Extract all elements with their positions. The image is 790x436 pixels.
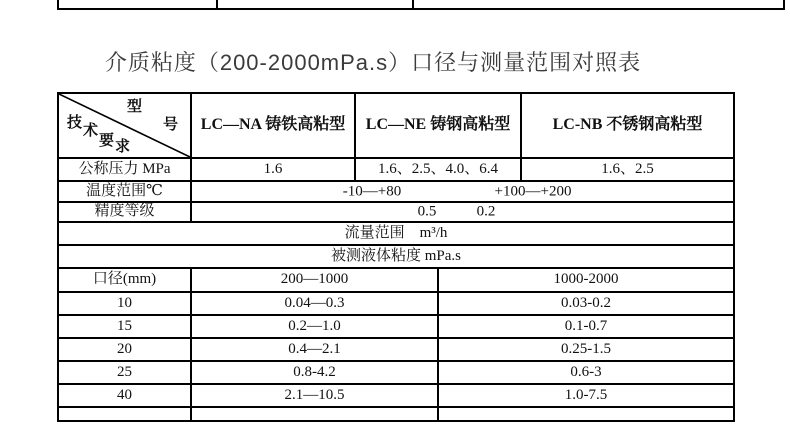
- range-high-value: 0.6-3: [438, 361, 734, 384]
- pressure-value-lc-na: 1.6: [191, 158, 355, 181]
- table-row-temperature: [58, 181, 734, 202]
- dn-value: 25: [58, 361, 191, 384]
- range-high-value: 0.25-1.5: [438, 338, 734, 361]
- dn-value: 40: [58, 384, 191, 407]
- corner-label-tech-3: 要: [99, 133, 115, 149]
- table-row-pressure: [58, 158, 734, 181]
- table-fragment-border: [783, 0, 785, 8]
- table-row-dn10: [58, 292, 734, 315]
- viscosity-label: 被测液体粘度 mPa.s: [58, 245, 734, 268]
- model-header-lc-ne: LC—NE 铸钢高粘型: [355, 93, 521, 158]
- temperature-range-high: +100—+200: [494, 182, 572, 199]
- viscosity-range-low-header: 200—1000: [191, 268, 438, 292]
- range-low-value: 0.8-4.2: [191, 361, 438, 384]
- comparison-table: [57, 92, 735, 422]
- page-title: 介质粘度（200-2000mPa.s）口径与测量范围对照表: [104, 50, 642, 75]
- diameter-label: 口径(mm): [58, 268, 191, 292]
- dn-value: 20: [58, 338, 191, 361]
- corner-label-tech-4: 求: [115, 139, 131, 155]
- table-row-accuracy: [58, 202, 734, 222]
- model-header-lc-nb: LC-NB 不锈钢高粘型: [521, 93, 734, 158]
- table-row-dn25: [58, 361, 734, 384]
- accuracy-value-1: 0.5: [417, 203, 437, 220]
- viscosity-range-high-header: 1000-2000: [438, 268, 734, 292]
- corner-label-type-1: 型: [127, 99, 143, 115]
- table-row-dn40: [58, 384, 734, 407]
- table-fragment-border: [412, 0, 414, 8]
- table-row-flow-range: [58, 222, 734, 245]
- temperature-label: 温度范围℃: [58, 181, 191, 202]
- dn-value: 15: [58, 315, 191, 338]
- table-row-clipped: [58, 407, 734, 421]
- previous-table-fragment: [57, 0, 785, 10]
- range-high-value: 0.03-0.2: [438, 292, 734, 315]
- corner-header-cell: [58, 93, 191, 158]
- range-high-value: 0.1-0.7: [438, 315, 734, 338]
- temperature-values-cell: [191, 181, 734, 202]
- range-low-value: 2.1—10.5: [191, 384, 438, 407]
- range-high-clipped: [438, 407, 734, 421]
- temperature-range-low: -10—+80: [342, 182, 402, 199]
- table-fragment-border: [216, 0, 218, 8]
- corner-label-tech-1: 技: [67, 115, 83, 131]
- accuracy-values-cell: [191, 202, 734, 222]
- range-low-value: 0.4—2.1: [191, 338, 438, 361]
- range-high-value: 1.0-7.5: [438, 384, 734, 407]
- range-low-value: 0.2—1.0: [191, 315, 438, 338]
- table-row-header: [58, 93, 734, 158]
- accuracy-value-2: 0.2: [476, 203, 496, 220]
- pressure-label: 公称压力 MPa: [58, 158, 191, 181]
- table-row-dn15: [58, 315, 734, 338]
- range-low-clipped: [191, 407, 438, 421]
- table-row-viscosity: [58, 245, 734, 268]
- dn-value-clipped: [58, 407, 191, 421]
- dn-value: 10: [58, 292, 191, 315]
- flow-range-label: 流量范围 m³/h: [58, 222, 734, 245]
- pressure-value-lc-ne: 1.6、2.5、4.0、6.4: [355, 158, 521, 181]
- corner-label-type-2: 号: [163, 117, 179, 133]
- accuracy-label: 精度等级: [58, 202, 191, 222]
- range-low-value: 0.04—0.3: [191, 292, 438, 315]
- pressure-value-lc-nb: 1.6、2.5: [521, 158, 734, 181]
- table-row-dn20: [58, 338, 734, 361]
- model-header-lc-na: LC—NA 铸铁高粘型: [191, 93, 355, 158]
- table-row-diameter-header: [58, 268, 734, 292]
- table-fragment-border: [57, 0, 59, 8]
- corner-label-tech-2: 术: [83, 123, 99, 139]
